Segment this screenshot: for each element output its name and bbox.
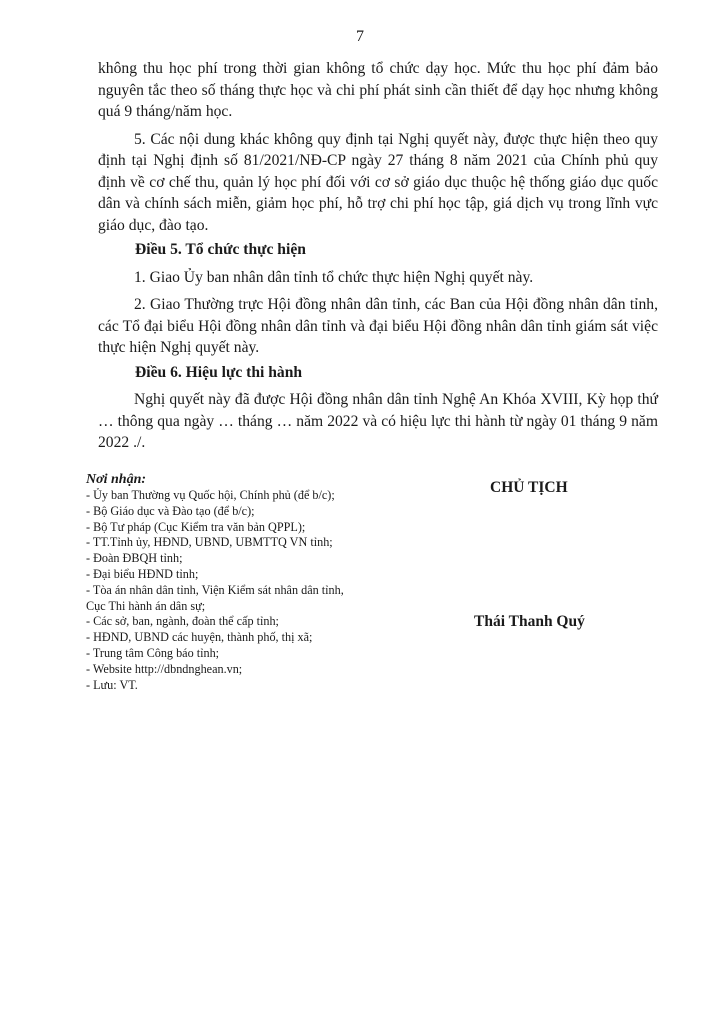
paragraph-article-6: Nghị quyết này đã được Hội đồng nhân dân tỉnh Nghệ An Khóa XVIII, Kỳ họp thứ … thông qua ngày … tháng … năm 2022 và có hiệu lực thi hành từ ngày 01 tháng 9 năm 2022 ./. — [98, 391, 658, 451]
signer-name: Thái Thanh Quý — [474, 613, 585, 630]
recipient-item: - Trung tâm Công báo tỉnh; — [86, 645, 220, 660]
recipient-item: - Các sở, ban, ngành, đoàn thể cấp tỉnh; — [86, 614, 279, 629]
document-body — [98, 58, 658, 454]
recipient-item: - Đoàn ĐBQH tỉnh; — [86, 551, 183, 566]
recipient-item: - Đại biểu HĐND tỉnh; — [86, 566, 199, 581]
recipient-item: - HĐND, UBND các huyện, thành phố, thị xã; — [86, 630, 313, 645]
article-5-heading: Điều 5. Tổ chức thực hiện — [135, 241, 306, 258]
paragraph-article-5-item-1: 1. Giao Ủy ban nhân dân tỉnh tổ chức thực hiện Nghị quyết này. — [134, 268, 534, 286]
recipient-item: - Bộ Tư pháp (Cục Kiểm tra văn bản QPPL); — [86, 519, 306, 534]
recipient-item: - Tòa án nhân dân tỉnh, Viện Kiểm sát nhân dân tỉnh, — [86, 582, 344, 597]
recipient-item: Cục Thi hành án dân sự; — [86, 598, 206, 613]
recipient-item: - Lưu: VT. — [86, 677, 138, 692]
recipients-list — [86, 472, 386, 693]
page-number: 7 — [356, 28, 364, 45]
paragraph-article-5-item-2: 2. Giao Thường trực Hội đồng nhân dân tỉnh, các Ban của Hội đồng nhân dân tỉnh, các Tổ đại biểu Hội đồng nhân dân tỉnh và đại biểu Hội đồng nhân dân tỉnh giám sát việc thực hiện Nghị quyết này. — [98, 296, 658, 356]
recipients-title: Nơi nhận: — [86, 472, 147, 487]
signature-title: CHỦ TỊCH — [490, 479, 568, 496]
paragraph-continuation: không thu học phí trong thời gian không tổ chức dạy học. Mức thu học phí đảm bảo nguyên tắc theo số tháng thực học và chi phí phát sinh cần thiết để dạy học nhưng không quá 9 tháng/năm học. — [98, 60, 658, 120]
article-6-heading: Điều 6. Hiệu lực thi hành — [135, 363, 303, 381]
recipient-item: - Website http://dbndnghean.vn; — [86, 661, 243, 676]
paragraph-item-5: 5. Các nội dung khác không quy định tại Nghị quyết này, được thực hiện theo quy định tại Nghị định số 81/2021/NĐ-CP ngày 27 tháng 8 năm 2021 của Chính phủ quy định về cơ chế thu, quản lý học phí đối với cơ sở giáo dục thuộc hệ thống giáo dục quốc dân và chính sách miễn, giảm học phí, hỗ trợ chi phí học tập, giá dịch vụ trong lĩnh vực giáo dục, đào tạo. — [98, 130, 658, 234]
recipient-item: - TT.Tỉnh ủy, HĐND, UBND, UBMTTQ VN tỉnh; — [86, 535, 333, 550]
recipient-item: - Bộ Giáo dục và Đào tạo (để b/c); — [86, 503, 255, 518]
recipient-item: - Ủy ban Thường vụ Quốc hội, Chính phủ (để b/c); — [86, 488, 335, 502]
